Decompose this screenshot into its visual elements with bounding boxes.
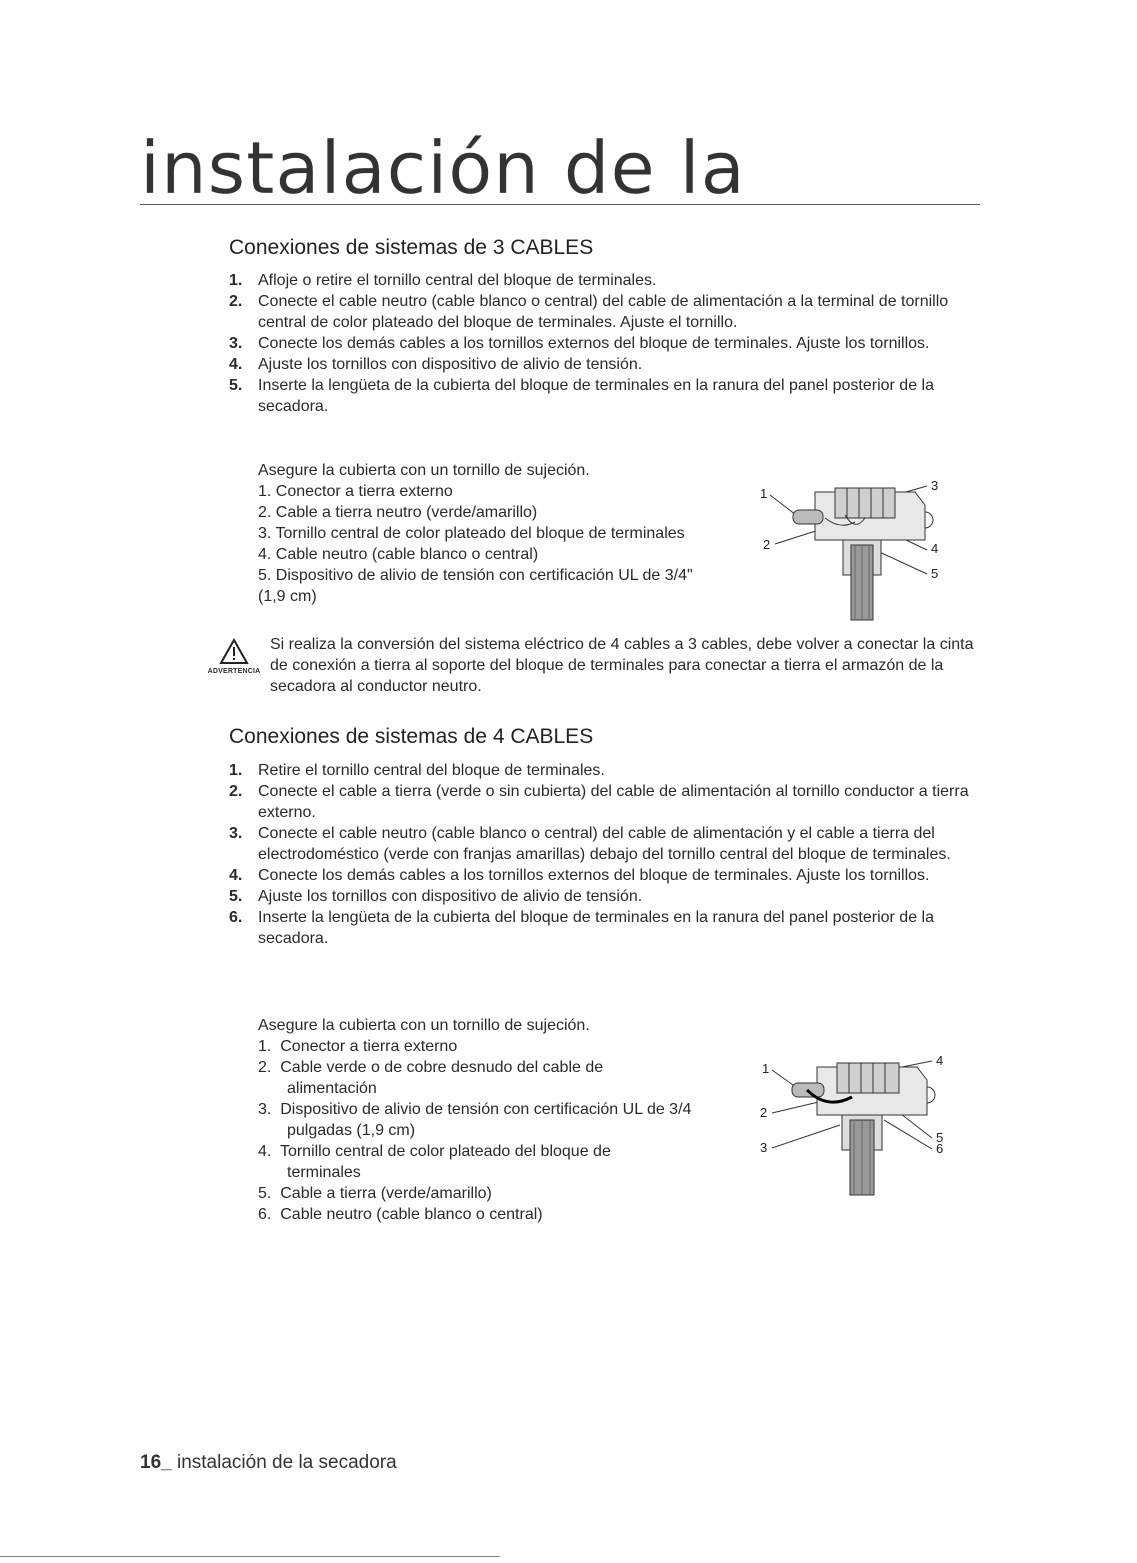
list-item: 4. Conecte los demás cables a los tornillos externos del bloque de terminales. Ajuste los tornillos. bbox=[229, 867, 930, 884]
list-item: 2. Conecte el cable a tierra (verde o sin cubierta) del cable de alimentación al tornillo conductor a tierra externo. bbox=[229, 783, 969, 821]
diagram-label: 3 bbox=[760, 1140, 768, 1155]
bottom-rule bbox=[0, 1556, 500, 1557]
warning-triangle-icon bbox=[219, 638, 249, 665]
warning-label: ADVERTENCIA bbox=[207, 668, 261, 675]
part-item: 3. Dispositivo de alivio de tensión con certificación UL de 3/4 pulgadas (1,9 cm) bbox=[258, 1101, 696, 1139]
list-item: 5. Inserte la lengüeta de la cubierta del bloque de terminales en la ranura del panel posterior de la secadora. bbox=[229, 377, 934, 415]
part-item: 3. Tornillo central de color plateado del bloque de terminales bbox=[258, 525, 685, 542]
parts-list-3-cables bbox=[258, 460, 738, 607]
secure-text: Asegure la cubierta con un tornillo de sujeción. bbox=[258, 1017, 590, 1034]
list-item: 2. Conecte el cable neutro (cable blanco o central) del cable de alimentación a la terminal de tornillo central de color plateado del bloque de terminales. Ajuste el tornillo. bbox=[229, 293, 949, 331]
page-title: instalación de la bbox=[140, 128, 980, 205]
part-item: 4. Cable neutro (cable blanco o central) bbox=[258, 546, 539, 563]
diagram-label: 5 bbox=[936, 1130, 944, 1145]
part-item: 6. Cable neutro (cable blanco o central) bbox=[258, 1206, 543, 1223]
section-title-3-cables: Conexiones de sistemas de 3 CABLES bbox=[229, 236, 594, 259]
page-number: 16_ bbox=[140, 1452, 172, 1473]
list-item: 3. Conecte los demás cables a los tornillos externos del bloque de terminales. Ajuste los tornillos. bbox=[229, 335, 930, 352]
parts-list-4-cables bbox=[258, 1015, 718, 1225]
part-item: 1. Conector a tierra externo bbox=[258, 1038, 458, 1055]
steps-4-cables bbox=[229, 760, 974, 949]
diagram-label: 2 bbox=[760, 1105, 768, 1120]
part-item: 2. Cable a tierra neutro (verde/amarillo) bbox=[258, 504, 538, 521]
warning-text: Si realiza la conversión del sistema eléctrico de 4 cables a 3 cables, debe volver a conectar la cinta de conexión a tierra al soporte del bloque de terminales para conectar a tierra el armazón de la secadora al conductor neutro. bbox=[270, 636, 974, 695]
diagram-label: 4 bbox=[936, 1053, 944, 1068]
list-item: 3. Conecte el cable neutro (cable blanco o central) del cable de alimentación y el cable a tierra del electrodoméstico (verde con franjas amarillas) debajo del tornillo central del bloque de terminales. bbox=[229, 825, 951, 863]
page-footer bbox=[140, 1452, 397, 1474]
terminal-block-diagram-3-cables bbox=[755, 470, 955, 630]
footer-text: instalación de la secadora bbox=[171, 1452, 397, 1473]
part-item: 5. Cable a tierra (verde/amarillo) bbox=[258, 1185, 492, 1202]
list-item: 4. Ajuste los tornillos con dispositivo de alivio de tensión. bbox=[229, 356, 643, 373]
diagram-label: 1 bbox=[760, 486, 768, 501]
list-item: 1. Afloje o retire el tornillo central del bloque de terminales. bbox=[229, 272, 657, 289]
part-item: 4. Tornillo central de color plateado del bloque de terminales bbox=[258, 1143, 616, 1181]
section-title-4-cables: Conexiones de sistemas de 4 CABLES bbox=[229, 725, 594, 748]
part-item: 2. Cable verde o de cobre desnudo del cable de alimentación bbox=[258, 1059, 608, 1097]
diagram-label: 5 bbox=[931, 566, 939, 581]
secure-text: Asegure la cubierta con un tornillo de sujeción. bbox=[258, 462, 590, 479]
list-item: 5. Ajuste los tornillos con dispositivo de alivio de tensión. bbox=[229, 888, 643, 905]
diagram-label: 3 bbox=[931, 478, 939, 493]
diagram-label: 6 bbox=[936, 1141, 944, 1156]
warning-sign bbox=[205, 638, 263, 675]
diagram-label: 1 bbox=[762, 1061, 770, 1076]
diagram-label: 4 bbox=[931, 541, 939, 556]
diagram-label: 2 bbox=[763, 537, 771, 552]
part-item: 5. Dispositivo de alivio de tensión con certificación UL de 3/4" (1,9 cm) bbox=[258, 567, 698, 605]
terminal-block-diagram-4-cables bbox=[752, 1045, 962, 1205]
list-item: 1. Retire el tornillo central del bloque de terminales. bbox=[229, 762, 605, 779]
steps-3-cables bbox=[229, 270, 969, 417]
part-item: 1. Conector a tierra externo bbox=[258, 483, 453, 500]
list-item: 6. Inserte la lengüeta de la cubierta del bloque de terminales en la ranura del panel posterior de la secadora. bbox=[229, 909, 934, 947]
